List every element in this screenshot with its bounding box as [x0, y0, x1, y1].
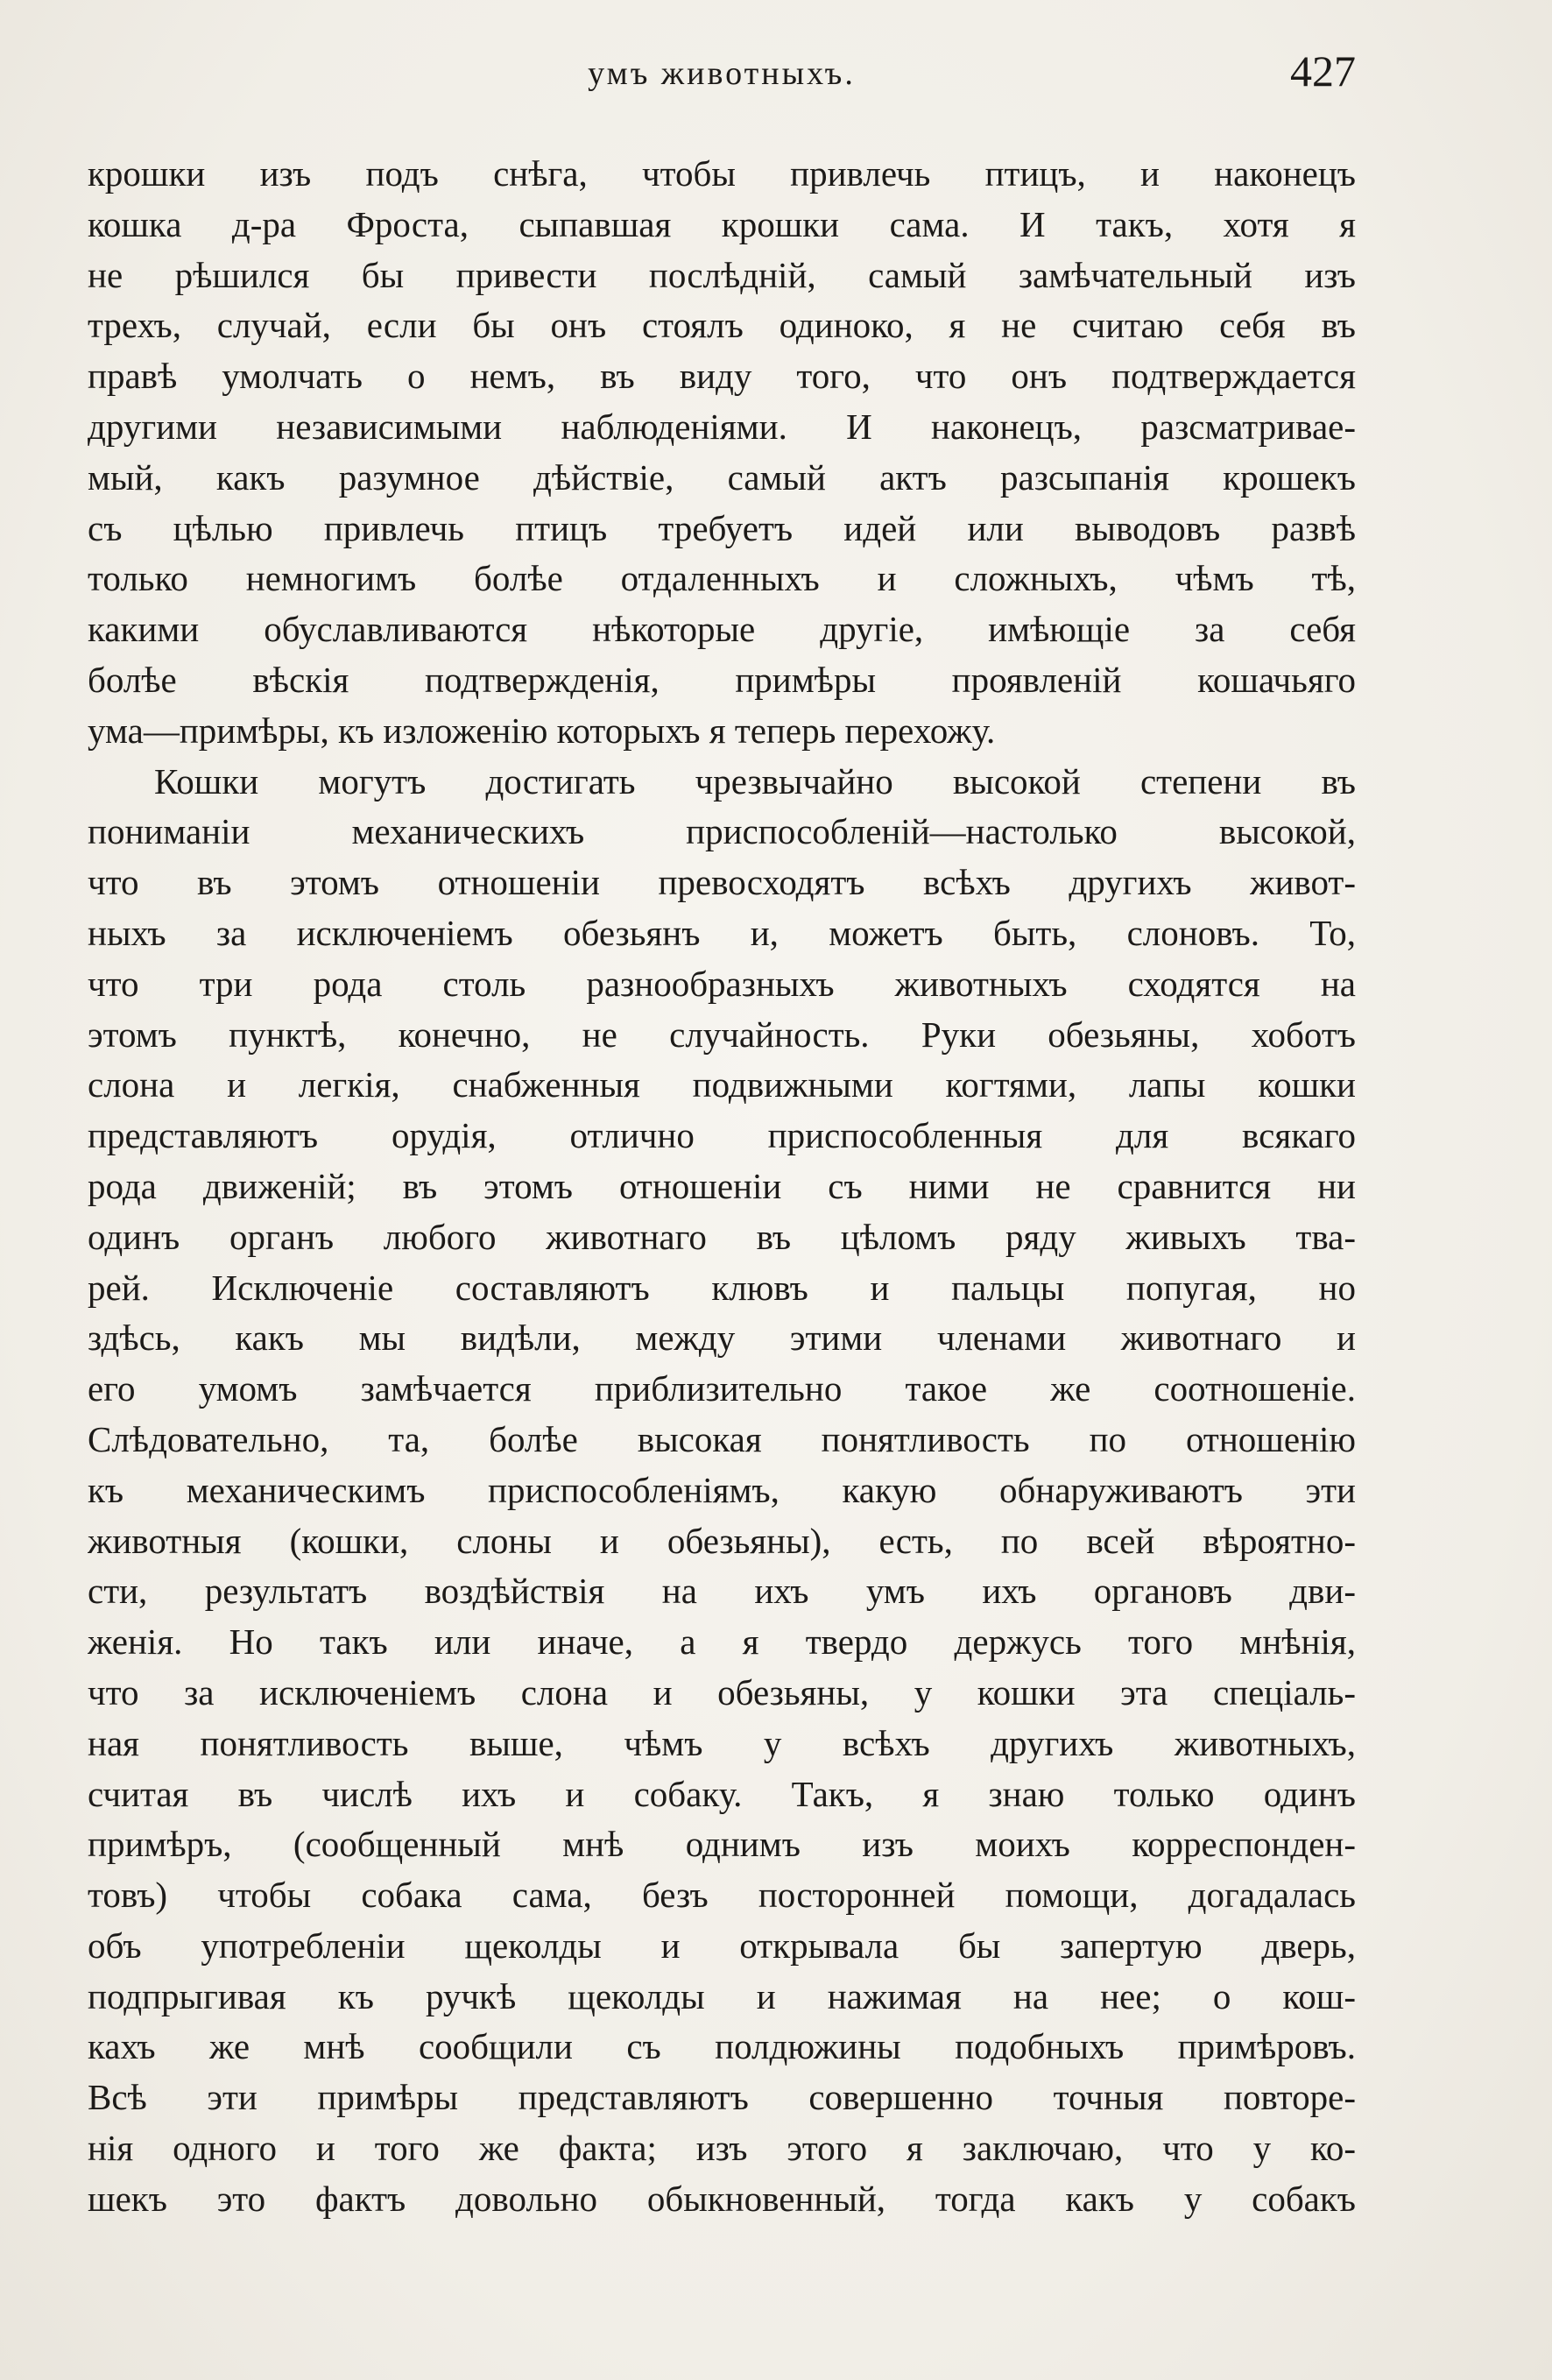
text-line: слона и легкія, снабженныя подвижными когтями, лапы кошки — [88, 1064, 1356, 1105]
text-line: мый, какъ разумное дѣйствіе, самый актъ разсыпанія крошекъ — [88, 456, 1356, 498]
text-line: Всѣ эти примѣры представляютъ совершенно точныя повторе- — [88, 2077, 1356, 2118]
text-line: рода движеній; въ этомъ отношеніи съ ними не сравнится ни — [88, 1165, 1356, 1206]
text-line: какими обуславливаются нѣкоторые другіе, имѣющіе за себя — [88, 609, 1356, 650]
text-line: ныхъ за исключеніемъ обезьянъ и, можетъ быть, слоновъ. То, — [88, 912, 1356, 953]
text-line: крошки изъ подъ снѣга, чтобы привлечь птицъ, и наконецъ — [88, 153, 1356, 194]
text-line: что три рода столь разнообразныхъ животныхъ сходятся на — [88, 963, 1356, 1004]
page-number: 427 — [1290, 46, 1356, 95]
text-line: одинъ органъ любого животнаго въ цѣломъ ряду живыхъ тва- — [88, 1216, 1356, 1257]
text-line: кошка д-ра Фроста, сыпавшая крошки сама. И такъ, хотя я — [88, 203, 1356, 244]
text-line: только немногимъ болѣе отдаленныхъ и сложныхъ, чѣмъ тѣ, — [88, 558, 1356, 599]
text-line: здѣсь, какъ мы видѣли, между этими членами животнаго и — [88, 1317, 1356, 1359]
text-line: шекъ это фактъ довольно обыкновенный, тогда какъ у собакъ — [88, 2178, 1356, 2219]
text-line: правѣ умолчать о немъ, въ виду того, что онъ подтверждается — [88, 356, 1356, 397]
text-line: съ цѣлью привлечь птицъ требуетъ идей или выводовъ развѣ — [88, 507, 1356, 548]
text-line: рей. Исключеніе составляютъ клювъ и пальцы попугая, но — [88, 1267, 1356, 1308]
running-head — [88, 46, 1356, 102]
running-title: умъ животныхъ. — [588, 55, 856, 92]
text-line: ная понятливость выше, чѣмъ у всѣхъ другихъ животныхъ, — [88, 1722, 1356, 1763]
text-line: животныя (кошки, слоны и обезьяны), есть, по всей вѣроятно- — [88, 1520, 1356, 1561]
text-line: примѣръ, (сообщенный мнѣ однимъ изъ моихъ корреспонден- — [88, 1824, 1356, 1865]
text-line: Кошки могутъ достигать чрезвычайно высокой степени въ — [154, 760, 1356, 802]
text-line: Слѣдовательно, та, болѣе высокая понятливость по отношенію — [88, 1418, 1356, 1459]
text-line: его умомъ замѣчается приблизительно такое же соотношеніе. — [88, 1368, 1356, 1409]
text-line: ума—примѣры, къ изложенію которыхъ я теперь перехожу. — [88, 710, 996, 751]
text-line: трехъ, случай, если бы онъ стоялъ одиноко, я не считаю себя въ — [88, 305, 1356, 346]
text-line: болѣе вѣскія подтвержденія, примѣры проявленій кошачьяго — [88, 659, 1356, 700]
text-line: пониманіи механическихъ приспособленій—настолько высокой, — [88, 811, 1356, 852]
paragraph-2 — [88, 757, 1356, 2225]
text-line: что въ этомъ отношеніи превосходятъ всѣхъ другихъ живот- — [88, 862, 1356, 903]
text-line: кахъ же мнѣ сообщили съ полдюжины подобныхъ примѣровъ. — [88, 2026, 1356, 2067]
text-line: сти, результатъ воздѣйствія на ихъ умъ ихъ органовъ дви- — [88, 1571, 1356, 1612]
text-line: товъ) чтобы собака сама, безъ посторонней помощи, догадалась — [88, 1875, 1356, 1916]
text-line: представляютъ орудія, отлично приспособленныя для всякаго — [88, 1115, 1356, 1156]
text-line: не рѣшился бы привести послѣдній, самый замѣчательный изъ — [88, 254, 1356, 295]
text-line: что за исключеніемъ слона и обезьяны, у кошки эта спеціаль- — [88, 1671, 1356, 1713]
text-line: этомъ пунктѣ, конечно, не случайность. Руки обезьяны, хоботъ — [88, 1013, 1356, 1055]
body-text — [88, 149, 1356, 2225]
text-line: женія. Но такъ или иначе, а я твердо держусь того мнѣнія, — [88, 1621, 1356, 1663]
paragraph-1 — [88, 149, 1356, 757]
text-line: считая въ числѣ ихъ и собаку. Такъ, я знаю только одинъ — [88, 1773, 1356, 1814]
text-line: подпрыгивая къ ручкѣ щеколды и нажимая на нее; о кош- — [88, 1975, 1356, 2016]
text-line: другими независимыми наблюденіями. И наконецъ, разсматривае- — [88, 406, 1356, 447]
text-line: объ употребленіи щеколды и открывала бы запертую дверь, — [88, 1924, 1356, 1966]
text-line: нія одного и того же факта; изъ этого я заключаю, что у ко- — [88, 2128, 1356, 2169]
text-line: къ механическимъ приспособленіямъ, какую обнаруживаютъ эти — [88, 1469, 1356, 1510]
